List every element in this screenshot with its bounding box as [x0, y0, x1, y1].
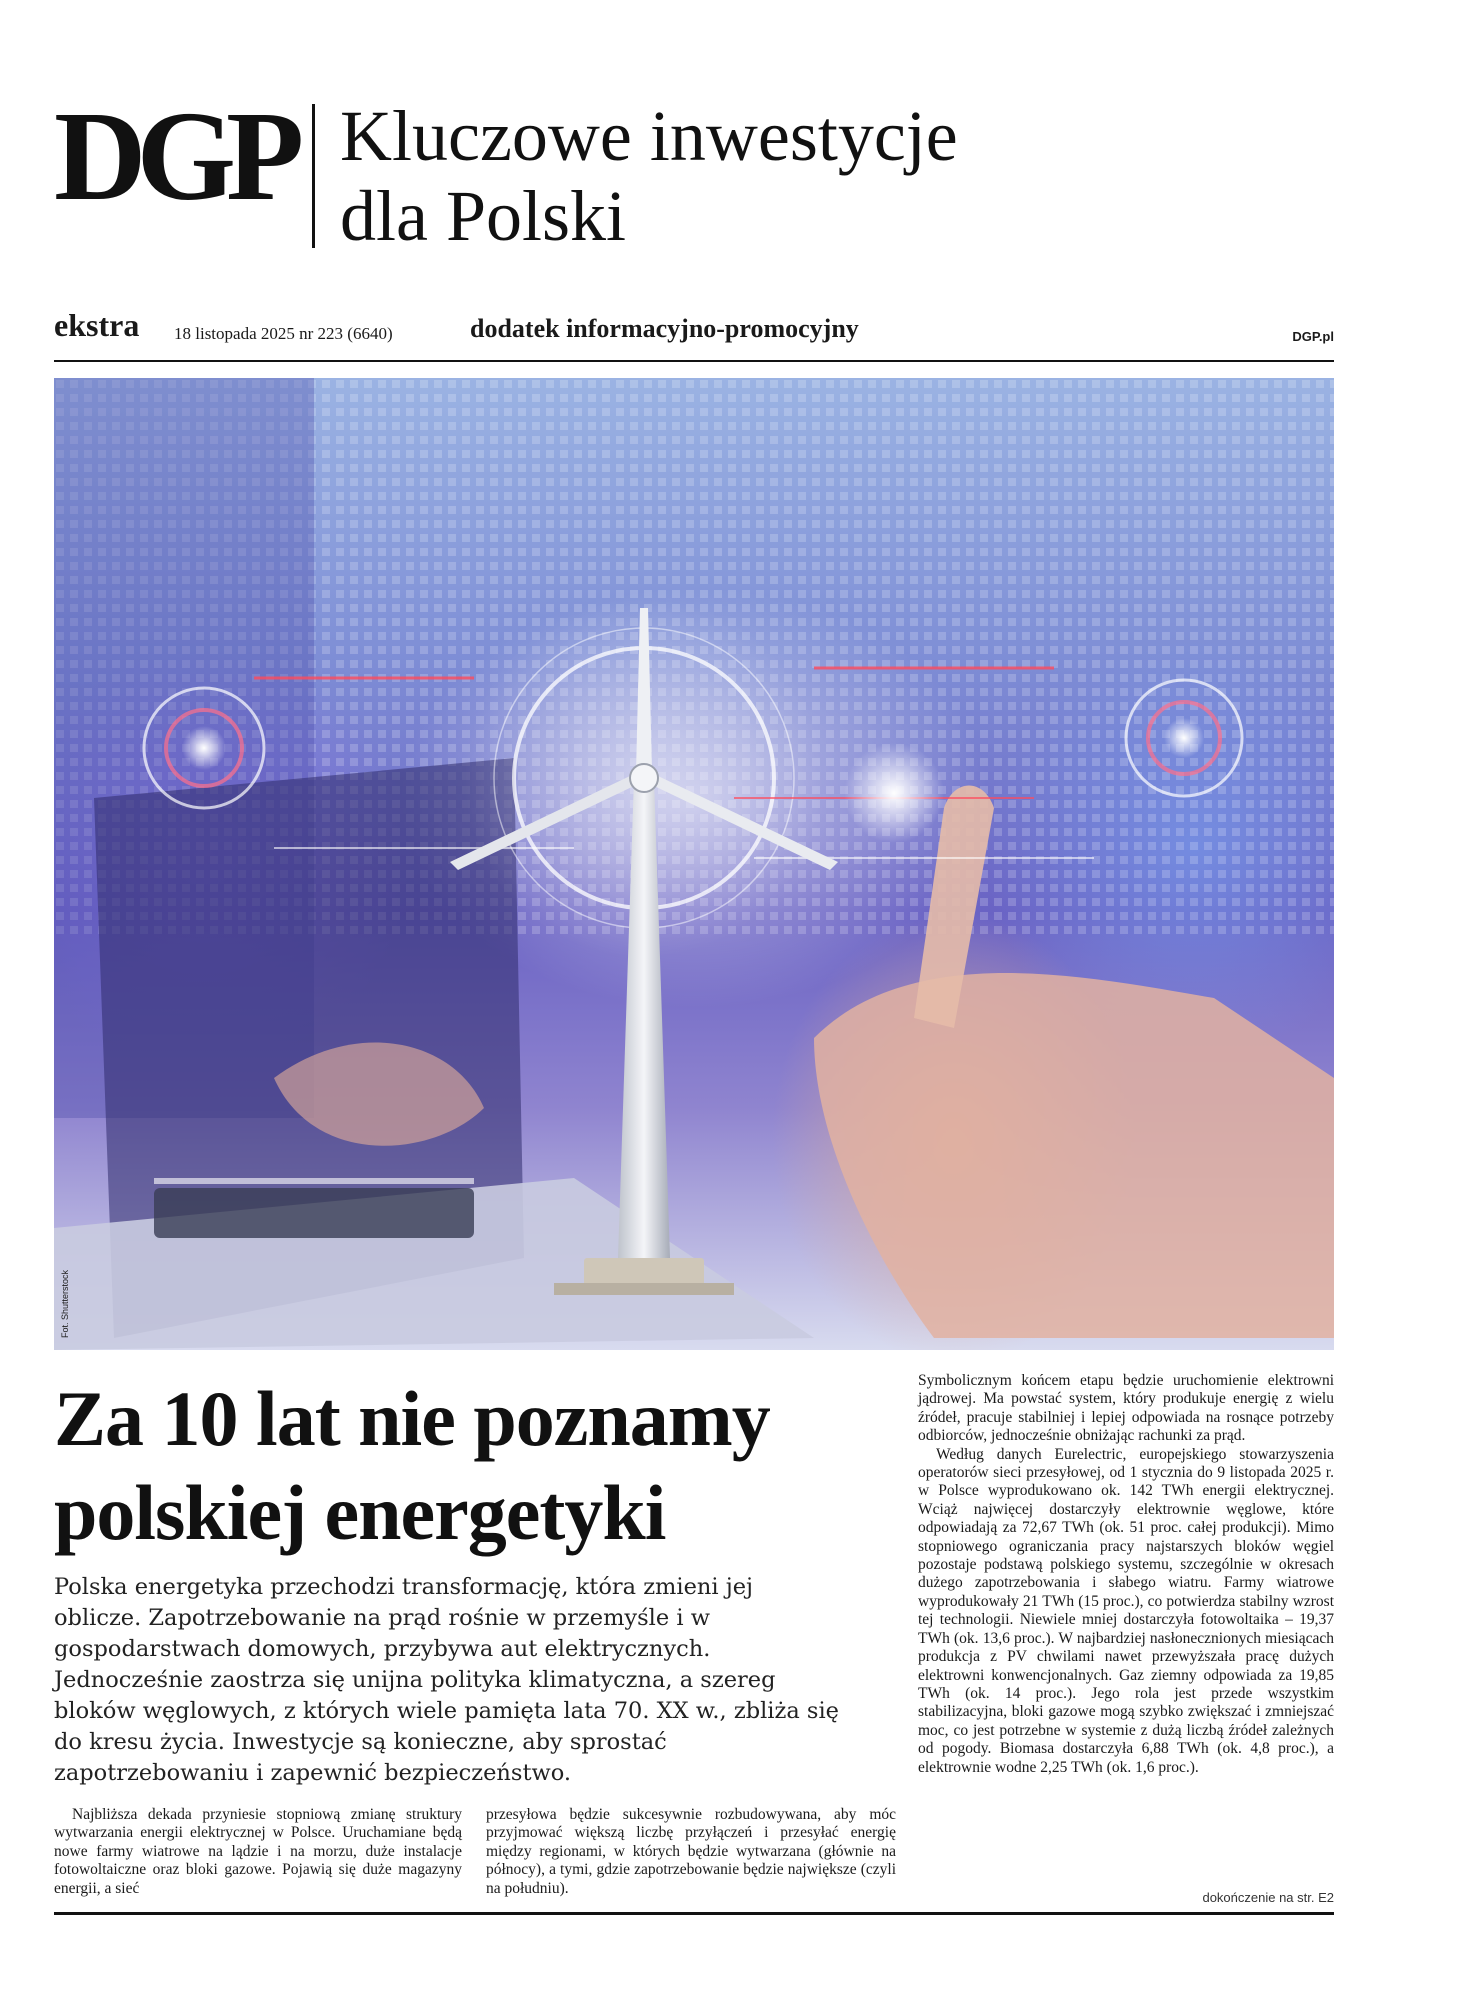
issue-info-bar [54, 307, 1334, 350]
section-label: ekstra [54, 307, 140, 343]
masthead [54, 85, 1334, 256]
info-bar-rule [54, 360, 1334, 362]
continued-note: dokończenie na str. E2 [1202, 1890, 1334, 1905]
article-lead: Polska energetyka przechodzi transformację, która zmieni jej oblicze. Zapotrzebowanie na prąd rośnie w przemyśle i w gospodarstwach domowych, przybywa aut elektrycznych. Jednocześnie zaostrza się unijna polityka klimatyczna, a szereg bloków węglowych, z których wiele pamięta lata 70. XX w., zbliża się do kresu życia. Inwestycje są konieczne, aby sprostać zapotrzebowaniu i zapewnić bezpieczeństwo. [54, 1574, 839, 1786]
site-link[interactable]: DGP.pl [1292, 329, 1334, 344]
issue-date: 18 listopada 2025 nr 223 (6640) [174, 324, 393, 343]
hero-image [54, 378, 1334, 1350]
headline-line1: Za 10 lat nie poznamy [54, 1375, 770, 1462]
body-paragraph: Według danych Eurelectric, europejskiego stowarzyszenia operatorów sieci przesyłowej, od 1 stycznia do 9 listopada 2025 r. w Polsce wyprodukowano ok. 142 TWh energii elektrycznej. Wciąż najwięcej dostarczyły elektrownie węglowe, które odpowiadają za 72,67 TWh (ok. 51 proc. całej produkcji). Mimo stopniowego ograniczania pracy najstarszych bloków węgiel pozostaje podstawą polskiego systemu, szczególnie w okresach dużego zapotrzebowania i słabego wiatru. Farmy wiatrowe wyprodukowały 21 TWh (15 proc.), co potwierdza stabilny wzrost tej technologii. Niewiele mniej dostarczyła fotowoltaika – 19,37 TWh (ok. 13,6 proc.). W najbardziej nasłonecznionych miesiącach produkcja z PV chwilami nawet przewyższała pracę dużych elektrowni konwencjonalnych. Gaz ziemny odpowiada za 19,85 TWh (ok. 14 proc.). Jego rola jest przede wszystkim stabilizacyjna, bloki gazowe mogą szybko zwiększać i zmniejszać moc, co jest potrzebne w systemie z dużą liczbą źródeł zależnych od pogody. Biomasa dostarczyła 6,88 TWh (ok. 4,8 proc.), a elektrownie wodne 2,25 TWh (ok. 1,6 proc.). [918, 1445, 1334, 1776]
body-column-1: Najbliższa dekada przyniesie stopniową zmianę struktury wytwarzania energii elektrycznej w Polsce. Uruchamiane będą nowe farmy wiatrowe na lądzie i na morzu, duże instalacje fotowoltaiczne oraz bloki gazowe. Pojawią się duże magazyny energii, a sieć [54, 1806, 462, 1897]
body-column-3 [918, 1372, 1334, 1777]
hero-illustration [54, 378, 1334, 1350]
article-headline [54, 1372, 894, 1560]
body-column-2: przesyłowa będzie sukcesywnie rozbudowywana, aby móc przyjmować większą liczbę przyłączeń i przesyłać energię między regionami, w których będzie wytwarzana (głównie na północy), a tymi, gdzie zapotrzebowanie będzie największe (czyli na południu). [486, 1806, 896, 1897]
supplement-title-line2: dla Polski [340, 176, 627, 256]
body-paragraph: Symbolicznym końcem etapu będzie uruchomienie elektrowni jądrowej. Ma powstać system, który produkuje energię z wielu źródeł, pracuje stabilniej i lepiej odpowiada na rosnące potrzeby odbiorców, jednocześnie obniżając rachunki za prąd. [918, 1372, 1334, 1445]
supplement-title-line1: Kluczowe inwestycje [340, 96, 958, 176]
masthead-divider [312, 104, 315, 248]
headline-line2: polskiej energetyki [54, 1469, 666, 1556]
supplement-label: dodatek informacyjno-promocyjny [470, 314, 859, 343]
photo-credit: Fot. Shutterstock [60, 1269, 70, 1338]
bottom-rule [54, 1912, 1334, 1915]
supplement-title [340, 96, 1100, 256]
dgp-logo: DGP [54, 85, 295, 227]
